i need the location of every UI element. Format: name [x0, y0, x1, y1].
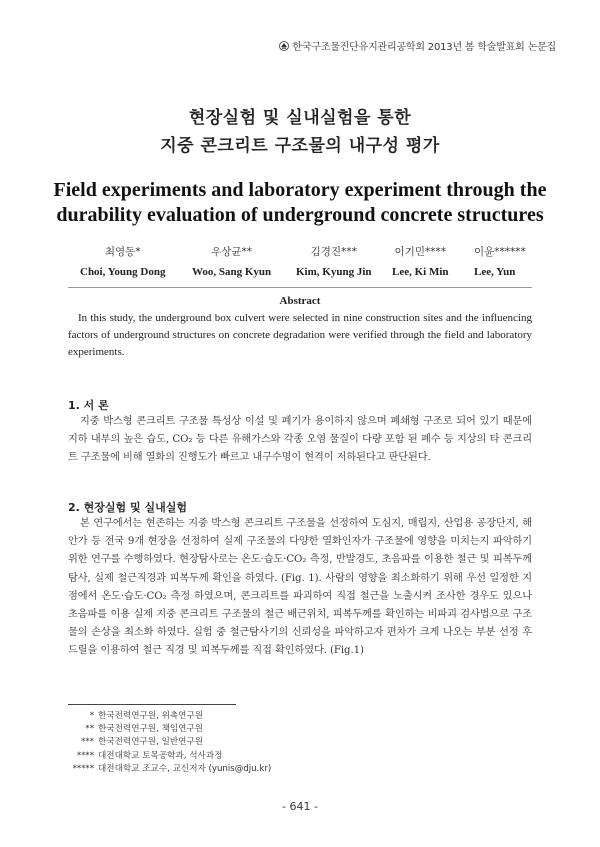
footnote-rule [68, 704, 236, 705]
header-rule [68, 287, 532, 288]
english-title-line-1: Field experiments and laboratory experiment through the [53, 179, 547, 201]
author-1 [80, 244, 165, 278]
author-name-ko: 이기민**** [394, 246, 446, 258]
footnote-text: 한국전력연구원, 일반연구원 [98, 737, 204, 748]
footnote [68, 763, 271, 776]
section-1-heading: 1. 서 론 [68, 399, 109, 412]
korean-title-line-1: 현장실험 및 실내실험을 통한 [188, 108, 412, 128]
author-name-en: Lee, Yun [474, 266, 516, 278]
author-name-ko: 우상균** [211, 246, 253, 258]
footnote-text: 한국전력연구원, 책임연구원 [98, 724, 204, 735]
abstract-body: In this study, the underground box culvert were selected in nine construction sites and the influencing factors of underground structures on concrete degradation were verified through the field and laboratory experiments. [68, 312, 532, 358]
footnote [68, 750, 271, 763]
footnote [68, 736, 271, 749]
author-5 [474, 244, 526, 278]
section-1-body: 지중 박스형 콘크리트 구조물 특성상 이설 및 폐기가 용이하지 않으며 폐쇄형 구조로 되어 있기 때문에 지하 내부의 높은 습도, CO₂ 등 다른 유해가스와 각종 오염 물질이 다량 포함 된 폐수 등 지상의 타 콘크리트 구조물에 비해 열화의 진행도가 빠르고 내구수명이 현격이 저하된다고 판단된다. [68, 416, 532, 464]
footnote-text: 대전대학교 조교수, 교신저자 (yunis@dju.kr) [98, 763, 272, 774]
footnote [68, 723, 271, 736]
korean-title-line-2: 지중 콘크리트 구조물의 내구성 평가 [160, 136, 440, 156]
footnote-text: 한국전력연구원, 위촉연구원 [98, 711, 204, 721]
footnotes [68, 710, 271, 776]
footnote-mark: *** [81, 737, 94, 748]
author-name-ko: 최영동* [104, 246, 141, 258]
abstract-heading: Abstract [279, 295, 321, 307]
author-name-en: Lee, Ki Min [392, 266, 449, 278]
footnote-mark: **** [76, 750, 94, 761]
author-4 [392, 244, 449, 278]
author-name-ko: 김경진*** [310, 246, 357, 258]
society-logo-icon [279, 41, 289, 51]
section-2-body: 본 연구에서는 현존하는 지중 박스형 콘크리트 구조물을 선정하여 도심지, 매립지, 산업용 공장단지, 해안가 등 전국 9개 현장을 선정하여 실제 구조물의 다양한 열화인자가 구조물에 영향을 미치는지 파악하기 위한 연구를 수행하였다. 현장탐사로는 온도·습도·CO₂ 측정, 반발경도, 초음파를 이용한 철근 및 피복두께 탐사, 실제 철근직경과 피복두께 확인을 하였다. (Fig. 1). 사람의 영향을 최소화하기 위해 우선 일정한 지점에서 온도·습도·CO₂ 측정 하였으며, 콘크리트를 파괴하여 직접 철근을 노출시켜 조사한 경우도 있으나 초음파를 이용 실제 지중 콘크리트 구조물의 철근 배근위치, 피복두께를 확인하는 비파괴 검사법으로 구조물의 손상을 최소화 하였다. 실험 중 철근탐사기의 신뢰성을 파악하고자 편차가 크게 나오는 부분 선정 후 드릴을 이용하여 철근 직경 및 피복두께를 직접 확인하였다. (Fig.1) [68, 518, 532, 657]
author-name-en: Kim, Kyung Jin [296, 266, 372, 278]
author-name-en: Choi, Young Dong [80, 266, 166, 278]
author-name-ko: 이윤****** [474, 246, 526, 258]
section-2-heading: 2. 현장실험 및 실내실험 [68, 501, 187, 514]
author-3 [296, 244, 372, 278]
footnote-mark: ***** [72, 763, 94, 774]
footnote-text: 대전대학교 토목공학과, 석사과정 [98, 750, 223, 761]
author-name-en: Woo, Sang Kyun [192, 266, 272, 278]
footnote-mark: ** [85, 724, 94, 735]
footnote [68, 710, 271, 723]
english-title-line-2: durability evaluation of underground concrete structures [56, 204, 544, 226]
proceedings-title: 한국구조물진단유지관리공학회 2013년 봄 학술발표회 논문집 [292, 42, 556, 53]
author-2 [192, 244, 271, 278]
footnote-mark: * [89, 711, 94, 721]
page-number: - 641 - [282, 800, 318, 813]
running-header [279, 38, 556, 53]
